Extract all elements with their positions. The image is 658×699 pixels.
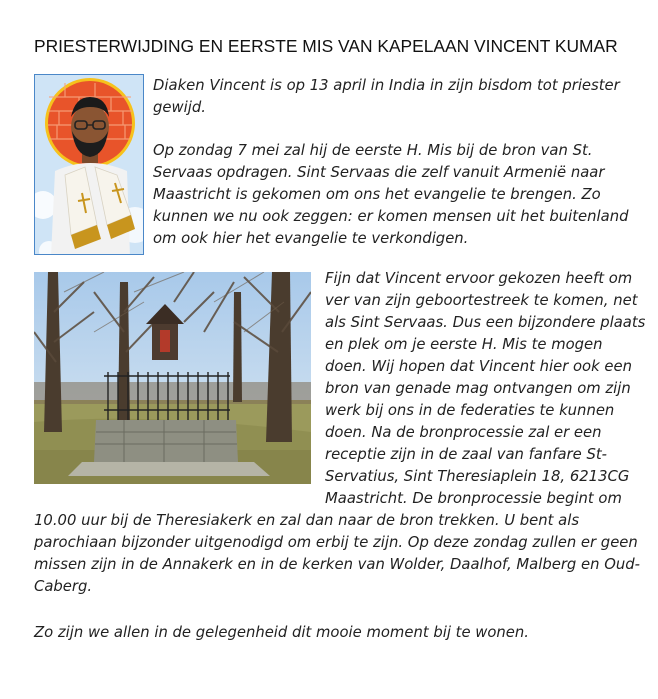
servaas-well-photo (34, 272, 311, 484)
procession-paragraph-block (34, 268, 646, 598)
intro-paragraph: Diaken Vincent is op 13 april in India in zijn bisdom tot priester gewijd. (153, 77, 620, 116)
procession-paragraph: Fijn dat Vincent ervoor gekozen heeft om ver van zijn geboortestreek te komen, net als Sint Servaas. Dus een bijzondere plaats en plek om je eerste H. Mis te mogen doen. Wij hopen dat Vincent hier ook een bron van genade mag ontvangen om zijn werk bij ons in de federaties te kunnen doen. Na de bronprocessie zal er een receptie zijn in de zaal van fanfare St-Servatius, Sint Theresiaplein 18, 6213CG Maastricht. De bronprocessie begint om 10.00 uur bij de Theresiakerk en zal dan naar de bron trekken. U bent als parochiaan bijzonder uitgenodigd om erbij te zijn. Op deze zondag zullen er geen missen zijn in de Annakerk en in de kerken van Wolder, Daalhof, Malberg en Oud-Caberg. (34, 270, 646, 595)
first-mass-paragraph: Op zondag 7 mei zal hij de eerste H. Mis bij de bron van St. Servaas opdragen. Sint Servaas die zelf vanuit Armenië naar Maastricht is gekomen om ons het evangelie te brengen. Zo kunnen we nu ook zeggen: er komen mensen uit het buitenland om ook hier het evangelie te verkondigen. (153, 142, 629, 247)
priest-portrait-image (34, 74, 144, 255)
article-title: PRIESTERWIJDING EN EERSTE MIS VAN KAPELAAN VINCENT KUMAR (34, 36, 618, 56)
closing-paragraph: Zo zijn we allen in de gelegenheid dit mooie moment bij te wonen. (34, 624, 529, 641)
